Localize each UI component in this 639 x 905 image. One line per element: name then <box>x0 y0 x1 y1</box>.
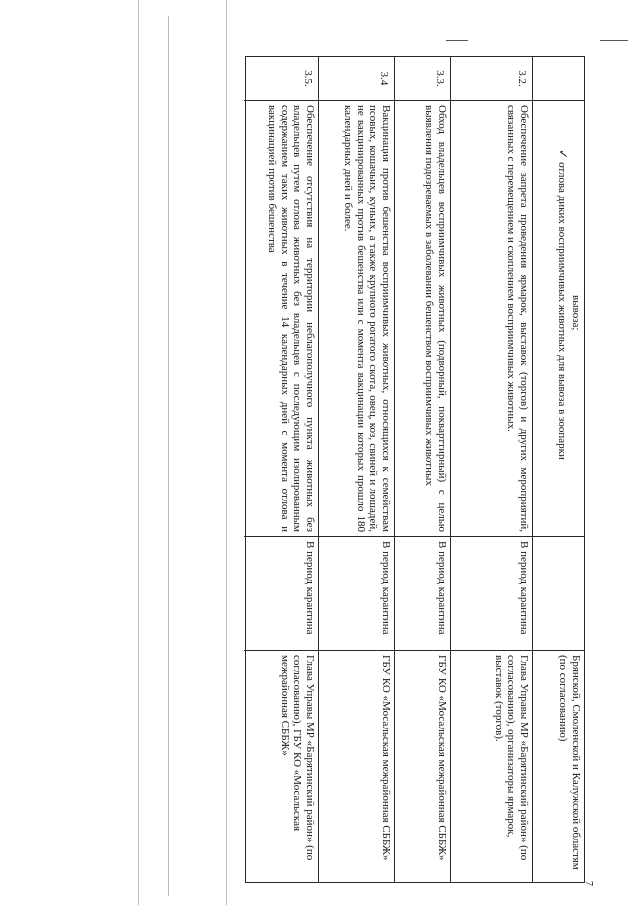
row-action <box>533 101 584 537</box>
check-icon: ✓ <box>556 149 571 160</box>
table-row <box>450 57 532 882</box>
row-responsible: ГБУ КО «Мосальская межрайонная СББЖ» <box>436 655 448 861</box>
row-number: 3.3. <box>395 57 450 101</box>
row-number: 3.4 <box>319 57 394 101</box>
row-term <box>533 537 584 651</box>
row-term: В период карантина <box>395 537 450 651</box>
row-action: Обеспечение запрета проведения ярмарок, выставок (торгов) и других мероприятий, связанных с перемещением и скоплением восприимчивых животных. <box>451 101 532 537</box>
row-responsible: Брянской, Смоленской и Калужской областям (по согласованию) <box>557 655 582 870</box>
row-number: 3.5. <box>244 57 318 101</box>
action-item-text: отлова диких восприимчивых животных для вывоза в зоопарки <box>556 162 569 460</box>
row-responsible: ГБУ КО «Мосальская межрайонная СББЖ» <box>380 655 392 861</box>
row-number: 3.2. <box>451 57 532 101</box>
table-row <box>532 57 584 882</box>
rotated-page <box>245 56 585 883</box>
table-row <box>244 57 318 882</box>
row-term: В период карантина <box>451 537 532 651</box>
row-action: Обход владельцев восприимчивых животных (подворный, покварттирный) с целью выявления подозреваемых в заболевании бешенством восприимчивых животных <box>395 101 450 537</box>
table-row <box>394 57 450 882</box>
measures-table <box>245 56 585 883</box>
margin-line <box>168 16 169 896</box>
row-term: В период карантина <box>244 537 318 651</box>
row-action: Вакцинация против бешенства восприимчивых животных, относящихся к семействам псовых, кошачьих, куньих, а также крупного рогатого скота, овец, коз, свиней и лошадей, не вакцинированных против бешенства или с момента вакцинации которых прошло 180 календарных дней и более. <box>319 101 394 537</box>
margin-line <box>226 0 227 905</box>
action-prefix: вывоза; <box>570 295 582 331</box>
margin-line <box>138 0 139 905</box>
edge-mark <box>600 40 628 41</box>
page-number: 7 <box>583 881 594 886</box>
row-action: Обеспечение отсутствия на территории неблагополучного пункта животных без владельцев путем отлова животных без владельцев с последующим изолированным содержанием таких животных в течение 14 календарных дней с момента отлова и вакцинацией против бешенства <box>244 101 318 537</box>
row-term: В период карантина <box>319 537 394 651</box>
row-number <box>533 57 584 101</box>
row-responsible: Глава Управы МР «Барятинский район» (по согласованию), ГБУ КО «Мосальская межрайонная СББЖ» <box>279 655 316 861</box>
row-responsible: Глава Управы МР «Барятинский район» (по согласованию), организаторы ярмарок, выставок (торгов). <box>493 655 530 861</box>
action-item <box>556 105 570 532</box>
edge-mark <box>446 40 468 41</box>
table-row <box>318 57 394 882</box>
